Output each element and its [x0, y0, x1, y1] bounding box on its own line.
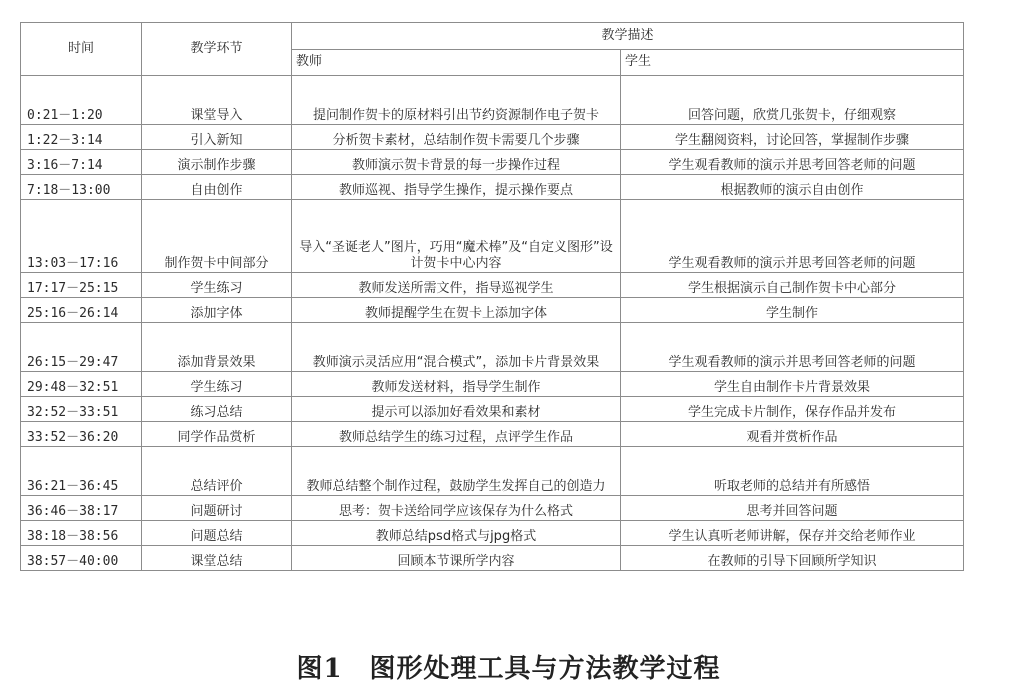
time-cell: 32:52－33:51 — [21, 397, 142, 422]
header-time: 时间 — [21, 23, 142, 76]
time-cell: 13:03－17:16 — [21, 200, 142, 273]
teacher-cell: 教师发送材料，指导学生制作 — [292, 372, 621, 397]
student-cell: 听取老师的总结并有所感悟 — [621, 447, 964, 496]
time-cell: 36:21－36:45 — [21, 447, 142, 496]
time-cell: 25:16－26:14 — [21, 298, 142, 323]
stage-cell: 学生练习 — [142, 273, 292, 298]
stage-cell: 同学作品赏析 — [142, 422, 292, 447]
student-cell: 学生制作 — [621, 298, 964, 323]
student-cell: 学生翻阅资料，讨论回答，掌握制作步骤 — [621, 125, 964, 150]
student-cell: 学生观看教师的演示并思考回答老师的问题 — [621, 200, 964, 273]
teacher-cell: 提示可以添加好看效果和素材 — [292, 397, 621, 422]
stage-cell: 演示制作步骤 — [142, 150, 292, 175]
time-cell: 38:57－40:00 — [21, 546, 142, 571]
stage-cell: 问题总结 — [142, 521, 292, 546]
table-row — [21, 447, 964, 496]
teacher-cell: 导入“圣诞老人”图片，巧用“魔术棒”及“自定义图形”设计贺卡中心内容 — [292, 200, 621, 273]
header-student: 学生 — [621, 49, 964, 76]
table-row — [21, 496, 964, 521]
student-cell: 在教师的引导下回顾所学知识 — [621, 546, 964, 571]
student-cell: 学生根据演示自己制作贺卡中心部分 — [621, 273, 964, 298]
student-cell: 学生观看教师的演示并思考回答老师的问题 — [621, 323, 964, 372]
header-stage: 教学环节 — [142, 23, 292, 76]
stage-cell: 自由创作 — [142, 175, 292, 200]
stage-cell: 问题研讨 — [142, 496, 292, 521]
stage-cell: 学生练习 — [142, 372, 292, 397]
time-cell: 7:18－13:00 — [21, 175, 142, 200]
stage-cell: 制作贺卡中间部分 — [142, 200, 292, 273]
teacher-cell: 教师总结学生的练习过程，点评学生作品 — [292, 422, 621, 447]
table-row — [21, 546, 964, 571]
table-row — [21, 422, 964, 447]
lesson-process-table — [20, 22, 964, 571]
table-row — [21, 298, 964, 323]
time-cell: 1:22－3:14 — [21, 125, 142, 150]
table-row — [21, 200, 964, 273]
figure-caption: 图1 图形处理工具与方法教学过程 — [296, 654, 721, 684]
teacher-cell: 教师演示灵活应用“混合模式”，添加卡片背景效果 — [292, 323, 621, 372]
time-cell: 26:15－29:47 — [21, 323, 142, 372]
table-row — [21, 323, 964, 372]
stage-cell: 课堂总结 — [142, 546, 292, 571]
table-row — [21, 273, 964, 298]
student-cell: 学生自由制作卡片背景效果 — [621, 372, 964, 397]
student-cell: 根据教师的演示自由创作 — [621, 175, 964, 200]
teacher-cell: 提问制作贺卡的原材料引出节约资源制作电子贺卡 — [292, 76, 621, 125]
time-cell: 38:18－38:56 — [21, 521, 142, 546]
header-description: 教学描述 — [292, 23, 964, 50]
table-row — [21, 76, 964, 125]
stage-cell: 引入新知 — [142, 125, 292, 150]
header-teacher: 教师 — [292, 49, 621, 76]
teacher-cell: 回顾本节课所学内容 — [292, 546, 621, 571]
time-cell: 36:46－38:17 — [21, 496, 142, 521]
table-row — [21, 372, 964, 397]
table-body — [21, 76, 964, 571]
teacher-cell: 教师总结整个制作过程，鼓励学生发挥自己的创造力 — [292, 447, 621, 496]
stage-cell: 课堂导入 — [142, 76, 292, 125]
teacher-cell: 教师演示贺卡背景的每一步操作过程 — [292, 150, 621, 175]
table-row — [21, 397, 964, 422]
table-row — [21, 150, 964, 175]
teacher-cell: 教师巡视、指导学生操作，提示操作要点 — [292, 175, 621, 200]
teacher-cell: 思考：贺卡送给同学应该保存为什么格式 — [292, 496, 621, 521]
table-row — [21, 125, 964, 150]
time-cell: 29:48－32:51 — [21, 372, 142, 397]
time-cell: 33:52－36:20 — [21, 422, 142, 447]
teacher-cell: 教师总结psd格式与jpg格式 — [292, 521, 621, 546]
lesson-table-container — [20, 22, 963, 571]
teacher-cell: 教师发送所需文件，指导巡视学生 — [292, 273, 621, 298]
time-cell: 0:21－1:20 — [21, 76, 142, 125]
table-row — [21, 175, 964, 200]
student-cell: 学生认真听老师讲解，保存并交给老师作业 — [621, 521, 964, 546]
table-row — [21, 521, 964, 546]
time-cell: 3:16－7:14 — [21, 150, 142, 175]
student-cell: 思考并回答问题 — [621, 496, 964, 521]
student-cell: 观看并赏析作品 — [621, 422, 964, 447]
stage-cell: 练习总结 — [142, 397, 292, 422]
stage-cell: 添加字体 — [142, 298, 292, 323]
student-cell: 学生观看教师的演示并思考回答老师的问题 — [621, 150, 964, 175]
time-cell: 17:17－25:15 — [21, 273, 142, 298]
teacher-cell: 分析贺卡素材，总结制作贺卡需要几个步骤 — [292, 125, 621, 150]
student-cell: 回答问题，欣赏几张贺卡，仔细观察 — [621, 76, 964, 125]
student-cell: 学生完成卡片制作，保存作品并发布 — [621, 397, 964, 422]
stage-cell: 总结评价 — [142, 447, 292, 496]
stage-cell: 添加背景效果 — [142, 323, 292, 372]
teacher-cell: 教师提醒学生在贺卡上添加字体 — [292, 298, 621, 323]
